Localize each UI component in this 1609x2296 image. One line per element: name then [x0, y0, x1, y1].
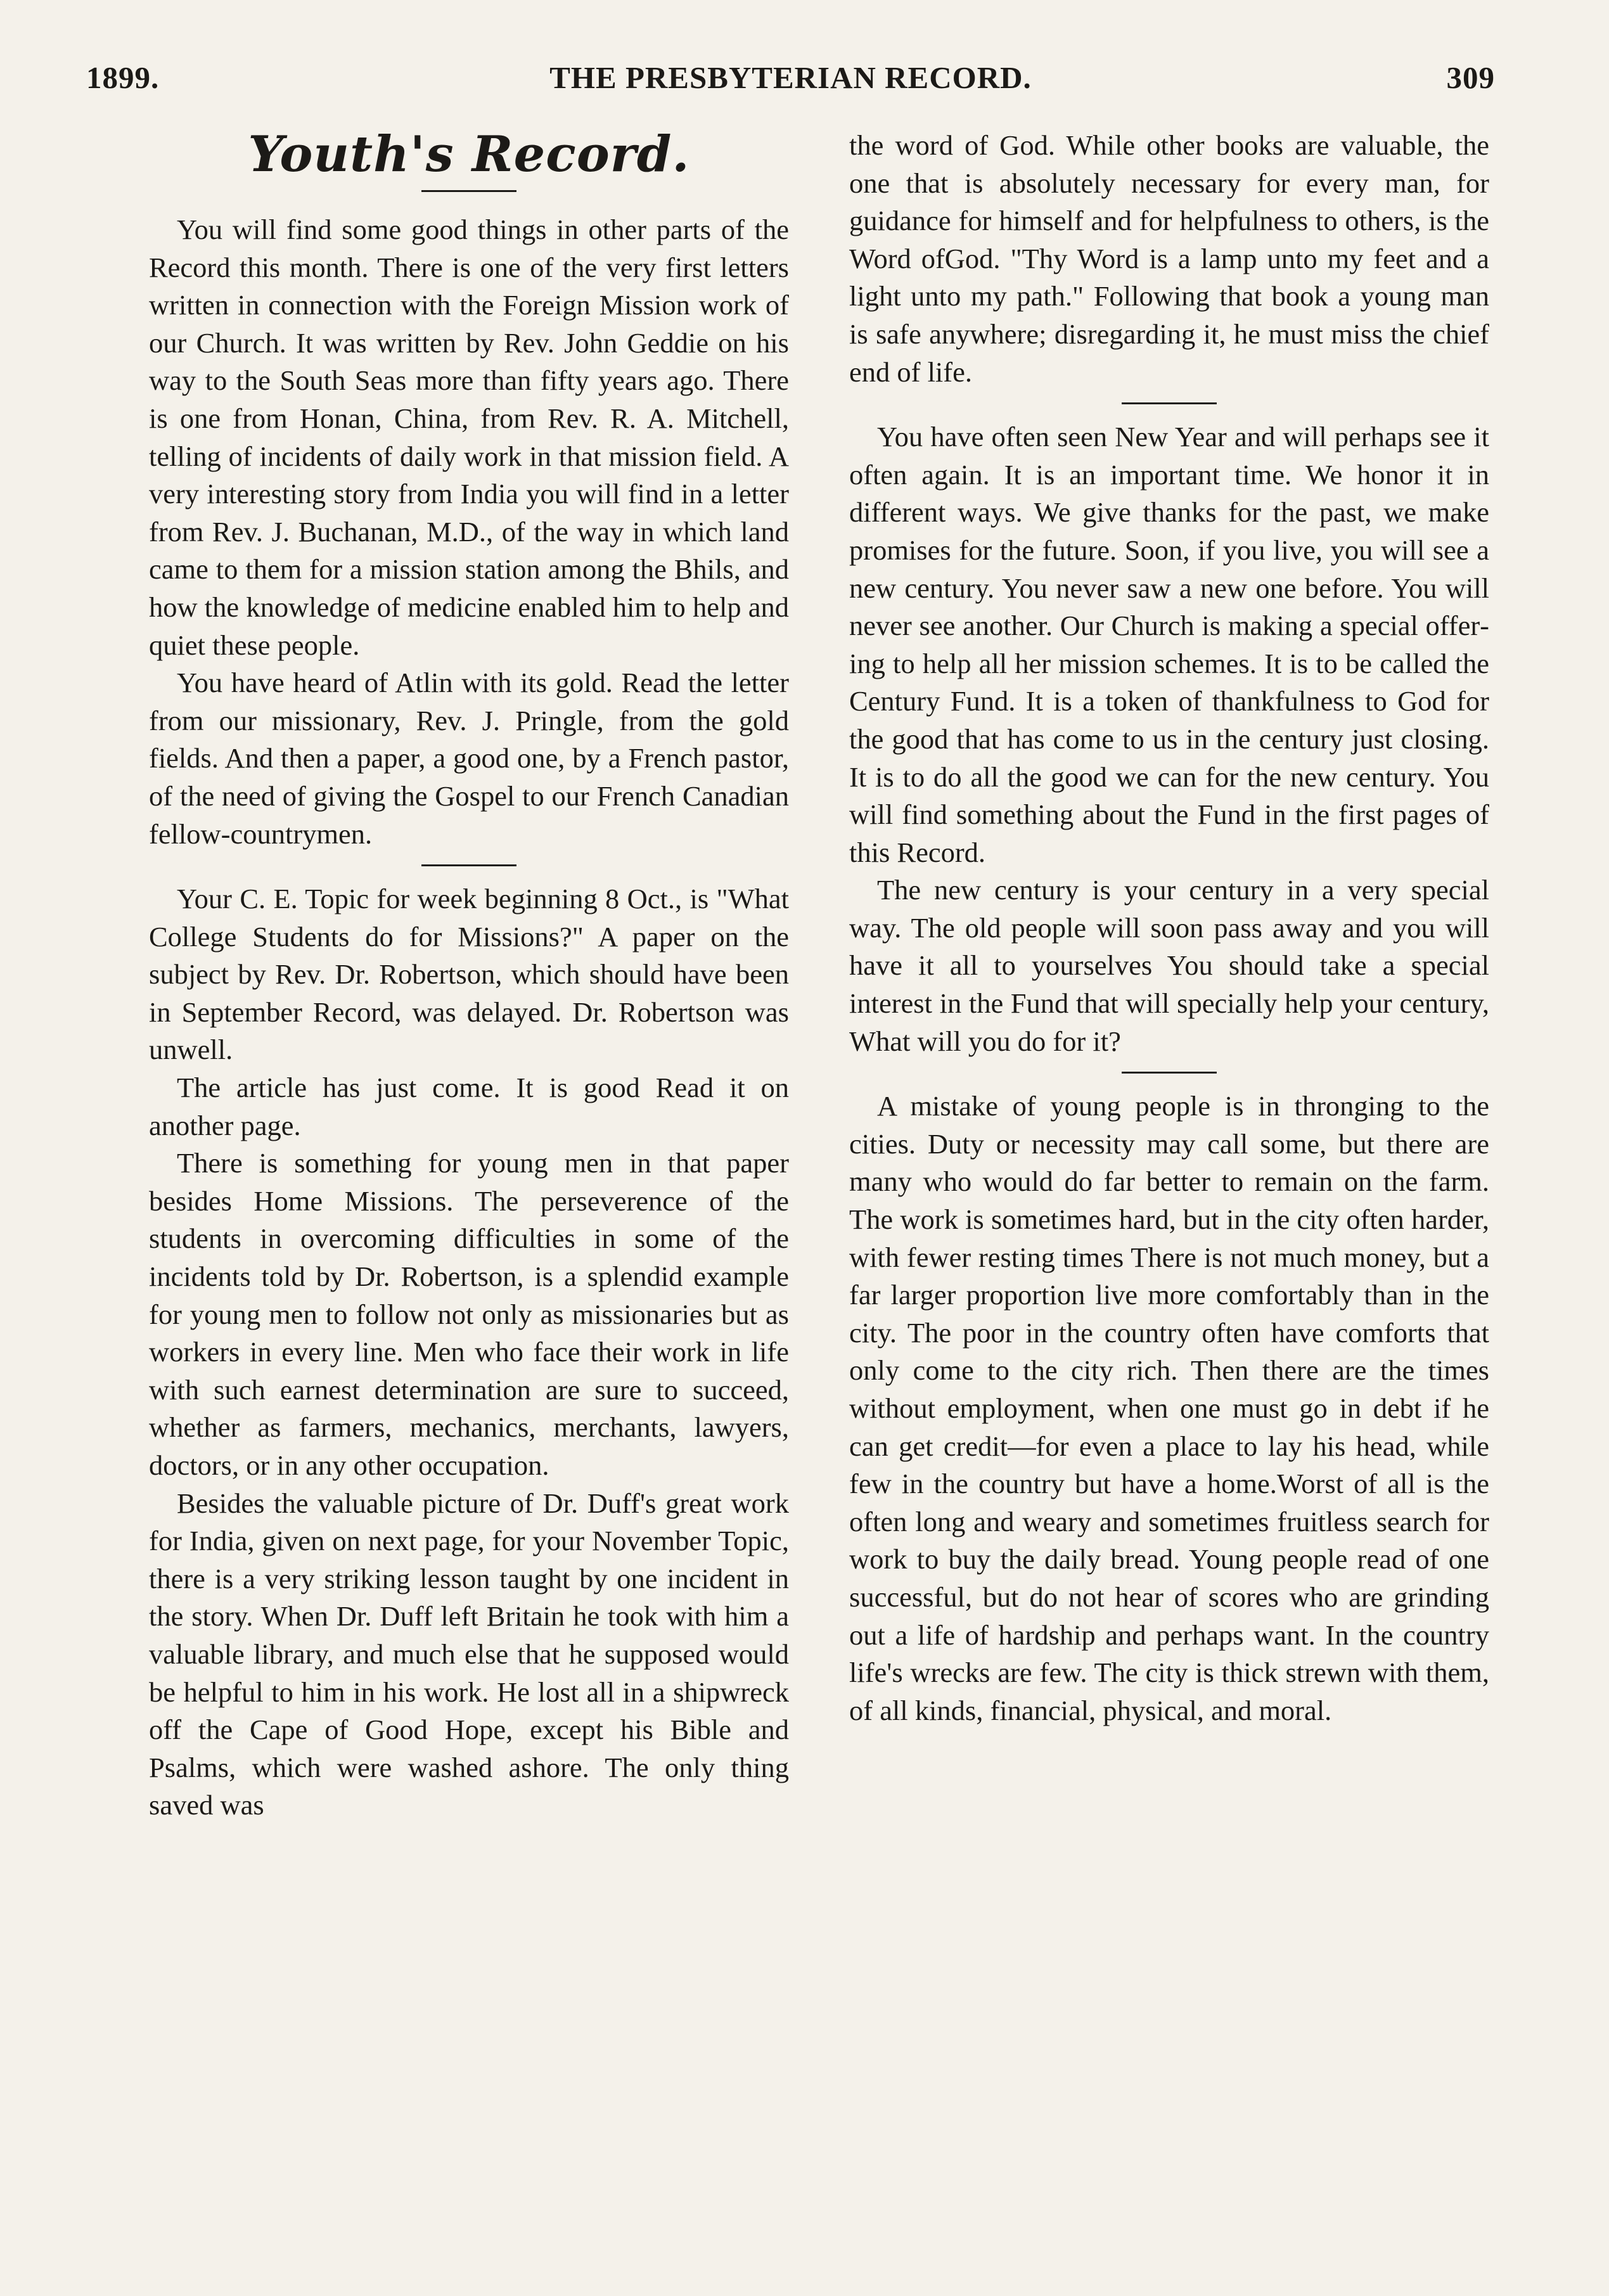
paragraph: Besides the valuable picture of Dr. Duff's great work for India, given on next page, for your November Topic, there is a very striking lesson taught by one incident in the story. When Dr. Duff left Britain he took with him a valuable library, and much else that he supposed would be helpful to him in his work. He lost all in a shipwreck off the Cape of Good Hope, except his Bible and Psalms, which were washed ashore. The only thing saved was	[149, 1487, 789, 1821]
section-title: Youth's Record.	[248, 125, 690, 183]
section-divider	[421, 864, 516, 866]
paragraph: You will find some good things in other parts of the Record this month. There is one of the very first letters written in connection with the Foreign Mission work of our Church. It was written by Rev. John Geddie on his way to the South Seas more than fifty years ago. There is one from Honan, China, from Rev. R. A. Mitchell, telling of incidents of daily work in that mission field. A very interesting story from India you will find in a letter from Rev. J. Buchanan, M.D., of the way in which land came to them for a mission station among the Bhils, and how the knowledge of medicine enabled him to help and quiet these people.	[149, 214, 789, 661]
left-column	[149, 127, 789, 1825]
right-column	[849, 127, 1489, 1729]
section-divider	[1122, 402, 1217, 404]
header-title: THE PRESBYTERIAN RECORD.	[549, 60, 1032, 95]
title-rule	[421, 190, 516, 192]
paragraph: The article has just come. It is good Read it on another page.	[149, 1072, 789, 1141]
paragraph: A mistake of young people is in thronging to the cities. Duty or necessity may call some, but there are many who would do far better to remain on the farm. The work is sometimes hard, but in the city often harder, with fewer resting times There is not much money, but a far larger proportion live more comfortably than in the city. The poor in the country often have comforts that only come to the city rich. Then there are the times without employment, when one must go in debt if he can get credit—for even a place to lay his head, while few in the country but have a home.Worst of all is the often long and weary and sometimes fruitless search for work to buy the daily bread. Young people read of one successful, but do not hear of scores who are grinding out a life of hardship and perhaps want. In the country life's wrecks are few. The city is thick strewn with them, of all kinds, financial, physical, and moral.	[849, 1090, 1489, 1726]
page-number: 309	[1446, 60, 1495, 95]
header-year: 1899.	[86, 60, 160, 95]
paragraph: You have often seen New Year and will perhaps see it often again. It is an important time. We honor it in different ways. We give thanks for the past, we make promises for the future. Soon, if you live, you will see a new century. You never saw a new one before. You will never see another. Our Church is making a special offering to help all her mission schemes. It is to be called the Century Fund. It is a token of thankfulness to God for the good that has come to us in the century just closing. It is to do all the good we can for the new century. You will find something about the Fund in the first pages of this Record.	[849, 421, 1489, 868]
paragraph: There is something for young men in that paper besides Home Missions. The perseverence of the students in overcoming difficulties in some of the incidents told by Dr. Robertson, is a splendid example for young men to follow not only as missionaries but as workers in every line. Men who face their work in life with such earnest determination are sure to succeed, whether as farmers, mechanics, merchants, lawyers, doctors, or in any other occupation.	[149, 1147, 789, 1481]
paragraph: You have heard of Atlin with its gold. Read the letter from our missionary, Rev. J. Pringle, from the gold fields. And then a paper, a good one, by a French pastor, of the need of giving the Gospel to our French Canadian fellow-countrymen.	[149, 667, 789, 850]
running-header	[86, 60, 1495, 105]
paragraph: The new century is your century in a very special way. The old people will soon pass away and you will have it all to yourselves You should take a special interest in the Fund that will specially help your century, What will you do for it?	[849, 874, 1489, 1057]
paragraph: Your C. E. Topic for week beginning 8 Oct., is "What College Students do for Missions?" A paper on the subject by Rev. Dr. Robertson, which should have been in September Record, was delayed. Dr. Robertson was unwell.	[149, 883, 789, 1066]
section-divider	[1122, 1072, 1217, 1074]
paragraph: the word of God. While other books are valuable, the one that is absolutely necessary for every man, for guidance for himself and for helpfulness to others, is the Word ofGod. "Thy Word is a lamp unto my feet and a light unto my path." Following that book a young man is safe anywhere; disregarding it, he must miss the chief end of life.	[849, 129, 1489, 388]
